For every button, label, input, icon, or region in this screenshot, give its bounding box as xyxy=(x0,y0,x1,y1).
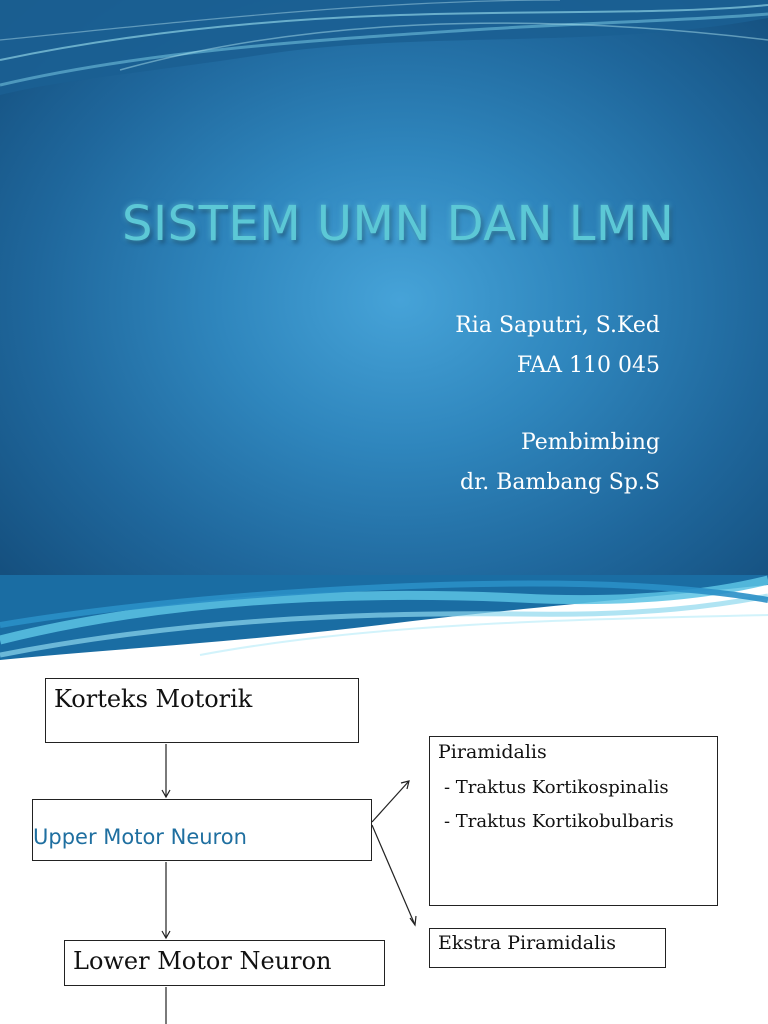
author-id: FAA 110 045 xyxy=(516,353,660,378)
advisor-name: dr. Bambang Sp.S xyxy=(460,470,660,495)
piramidalis-label: Piramidalis xyxy=(438,741,547,763)
upper-motor-neuron-label: Upper Motor Neuron xyxy=(33,825,247,849)
piramidalis-box xyxy=(429,736,718,906)
korteks-motorik-box xyxy=(45,678,359,743)
diagram-slide xyxy=(0,660,768,1024)
traktus-kortikospinalis: - Traktus Kortikospinalis xyxy=(444,777,669,798)
lower-motor-neuron-box xyxy=(64,940,385,986)
upper-motor-neuron-box xyxy=(32,799,372,861)
ekstra-piramidalis-label: Ekstra Piramidalis xyxy=(438,932,616,954)
slide-title: SISTEM UMN DAN LMN xyxy=(122,196,675,252)
lower-motor-neuron-label: Lower Motor Neuron xyxy=(73,947,332,975)
presenter-info xyxy=(455,306,660,503)
author-name: Ria Saputri, S.Ked xyxy=(455,313,660,338)
advisor-label: Pembimbing xyxy=(520,430,660,455)
ekstra-piramidalis-box xyxy=(429,928,666,968)
korteks-motorik-label: Korteks Motorik xyxy=(54,685,253,713)
traktus-kortikobulbaris: - Traktus Kortikobulbaris xyxy=(444,811,674,832)
